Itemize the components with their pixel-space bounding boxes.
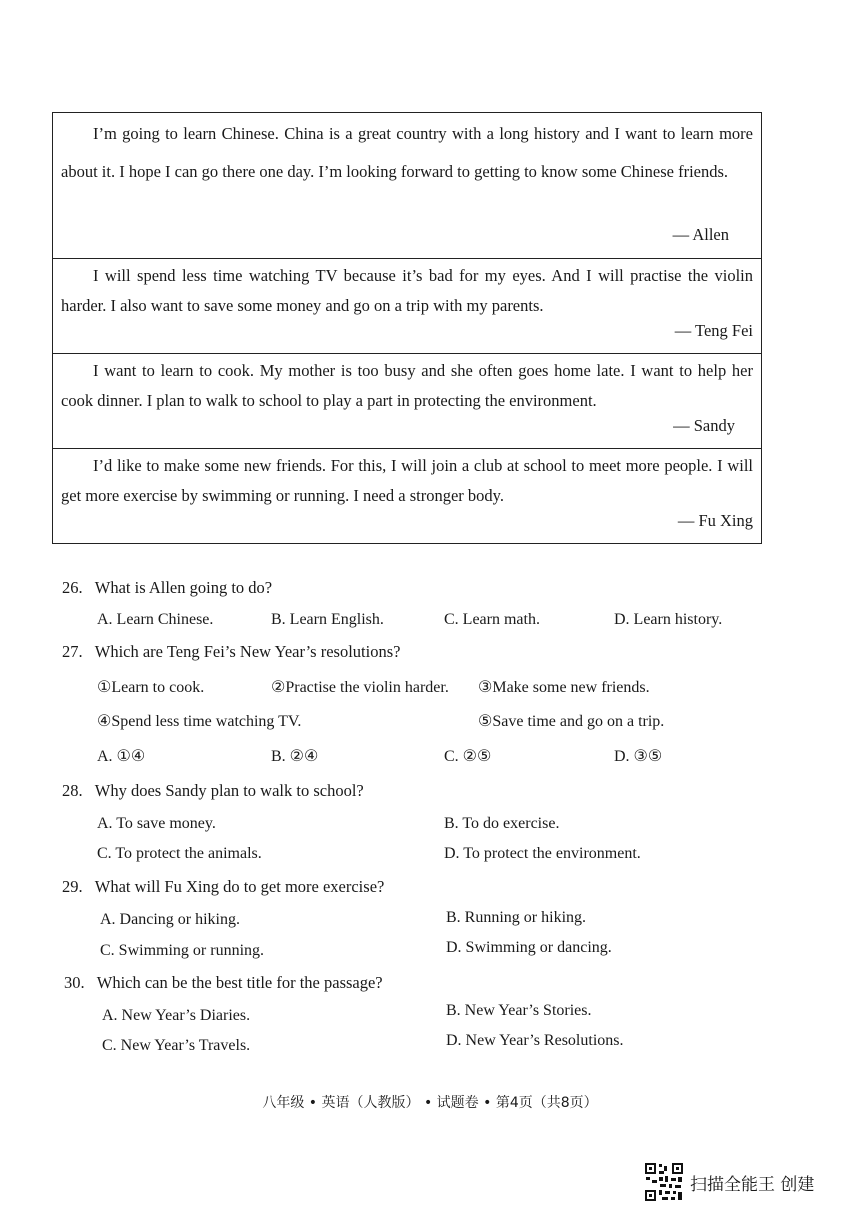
- question-number: 27.: [62, 642, 83, 661]
- option-30-c: C. New Year’s Travels.: [102, 1037, 251, 1054]
- question-number: 30.: [64, 973, 85, 992]
- entry-text: I want to learn to cook. My mother is too busy and she often goes home late. I want to help her cook dinner. I plan to walk to school to play a part in protecting the environment.: [61, 361, 753, 410]
- option-30-b: B. New Year’s Stories.: [446, 1002, 592, 1019]
- question-text: Which can be the best title for the passage?: [96, 973, 383, 992]
- entry-author: — Teng Fei: [674, 321, 753, 340]
- page-footer: 八年级 • 英语（人教版） • 试题卷 • 第4页（共8页）: [262, 1095, 598, 1111]
- question-29: [62, 877, 384, 897]
- choice-27-3: ③Make some new friends.: [478, 679, 650, 696]
- choice-27-1: ①Learn to cook.: [97, 679, 205, 696]
- choice-27-4: ④Spend less time watching TV.: [97, 713, 302, 730]
- scanner-watermark: [644, 1162, 814, 1202]
- question-text: Why does Sandy plan to walk to school?: [94, 781, 364, 800]
- option-26-c: C. Learn math.: [444, 611, 540, 628]
- entry-sandy: [53, 354, 761, 449]
- qr-code-icon: [644, 1162, 684, 1202]
- option-27-a: A. ①④: [97, 748, 146, 765]
- question-30: [64, 973, 383, 993]
- question-text: What will Fu Xing do to get more exercise?: [94, 877, 385, 896]
- option-28-a: A. To save money.: [97, 815, 216, 832]
- question-number: 29.: [62, 877, 83, 896]
- entry-text: I will spend less time watching TV because it’s bad for my eyes. And I will practise the violin harder. I also want to save some money and go on a trip with my parents.: [61, 266, 753, 315]
- option-26-d: D. Learn history.: [614, 611, 723, 628]
- option-30-a: A. New Year’s Diaries.: [102, 1007, 251, 1024]
- entry-text: I’d like to make some new friends. For this, I will join a club at school to meet more people. I will get more exercise by swimming or running. I need a stronger body.: [61, 456, 753, 505]
- question-text: What is Allen going to do?: [94, 578, 273, 597]
- option-27-c: C. ②⑤: [444, 748, 492, 765]
- question-number: 28.: [62, 781, 83, 800]
- entry-author: — Sandy: [673, 416, 735, 435]
- option-29-c: C. Swimming or running.: [100, 942, 265, 959]
- entry-allen: [53, 113, 761, 259]
- entry-author: — Fu Xing: [677, 511, 753, 530]
- entry-text: I’m going to learn Chinese. China is a great country with a long history and I want to learn more about it. I hope I can go there one day. I’m looking forward to getting to know some Chinese friends.: [61, 124, 753, 181]
- option-30-d: D. New Year’s Resolutions.: [446, 1032, 624, 1049]
- option-27-b: B. ②④: [271, 748, 319, 765]
- question-26: [62, 578, 272, 598]
- entry-author: — Allen: [672, 225, 729, 244]
- option-28-b: B. To do exercise.: [444, 815, 560, 832]
- option-26-b: B. Learn English.: [271, 611, 384, 628]
- question-text: Which are Teng Fei’s New Year’s resolutions?: [94, 642, 401, 661]
- option-29-b: B. Running or hiking.: [446, 909, 587, 926]
- option-28-c: C. To protect the animals.: [97, 845, 262, 862]
- question-28: [62, 781, 364, 801]
- choice-27-2: ②Practise the violin harder.: [271, 679, 449, 696]
- option-28-d: D. To protect the environment.: [444, 845, 641, 862]
- option-26-a: A. Learn Chinese.: [97, 611, 214, 628]
- option-29-a: A. Dancing or hiking.: [100, 911, 240, 928]
- passage-box: [52, 112, 762, 544]
- entry-fu-xing: [53, 449, 761, 543]
- watermark-text: 扫描全能王 创建: [690, 1174, 815, 1195]
- question-number: 26.: [62, 578, 83, 597]
- choice-27-5: ⑤Save time and go on a trip.: [478, 713, 665, 730]
- entry-teng-fei: [53, 259, 761, 354]
- option-29-d: D. Swimming or dancing.: [446, 939, 612, 956]
- question-27: [62, 642, 400, 662]
- option-27-d: D. ③⑤: [614, 748, 663, 765]
